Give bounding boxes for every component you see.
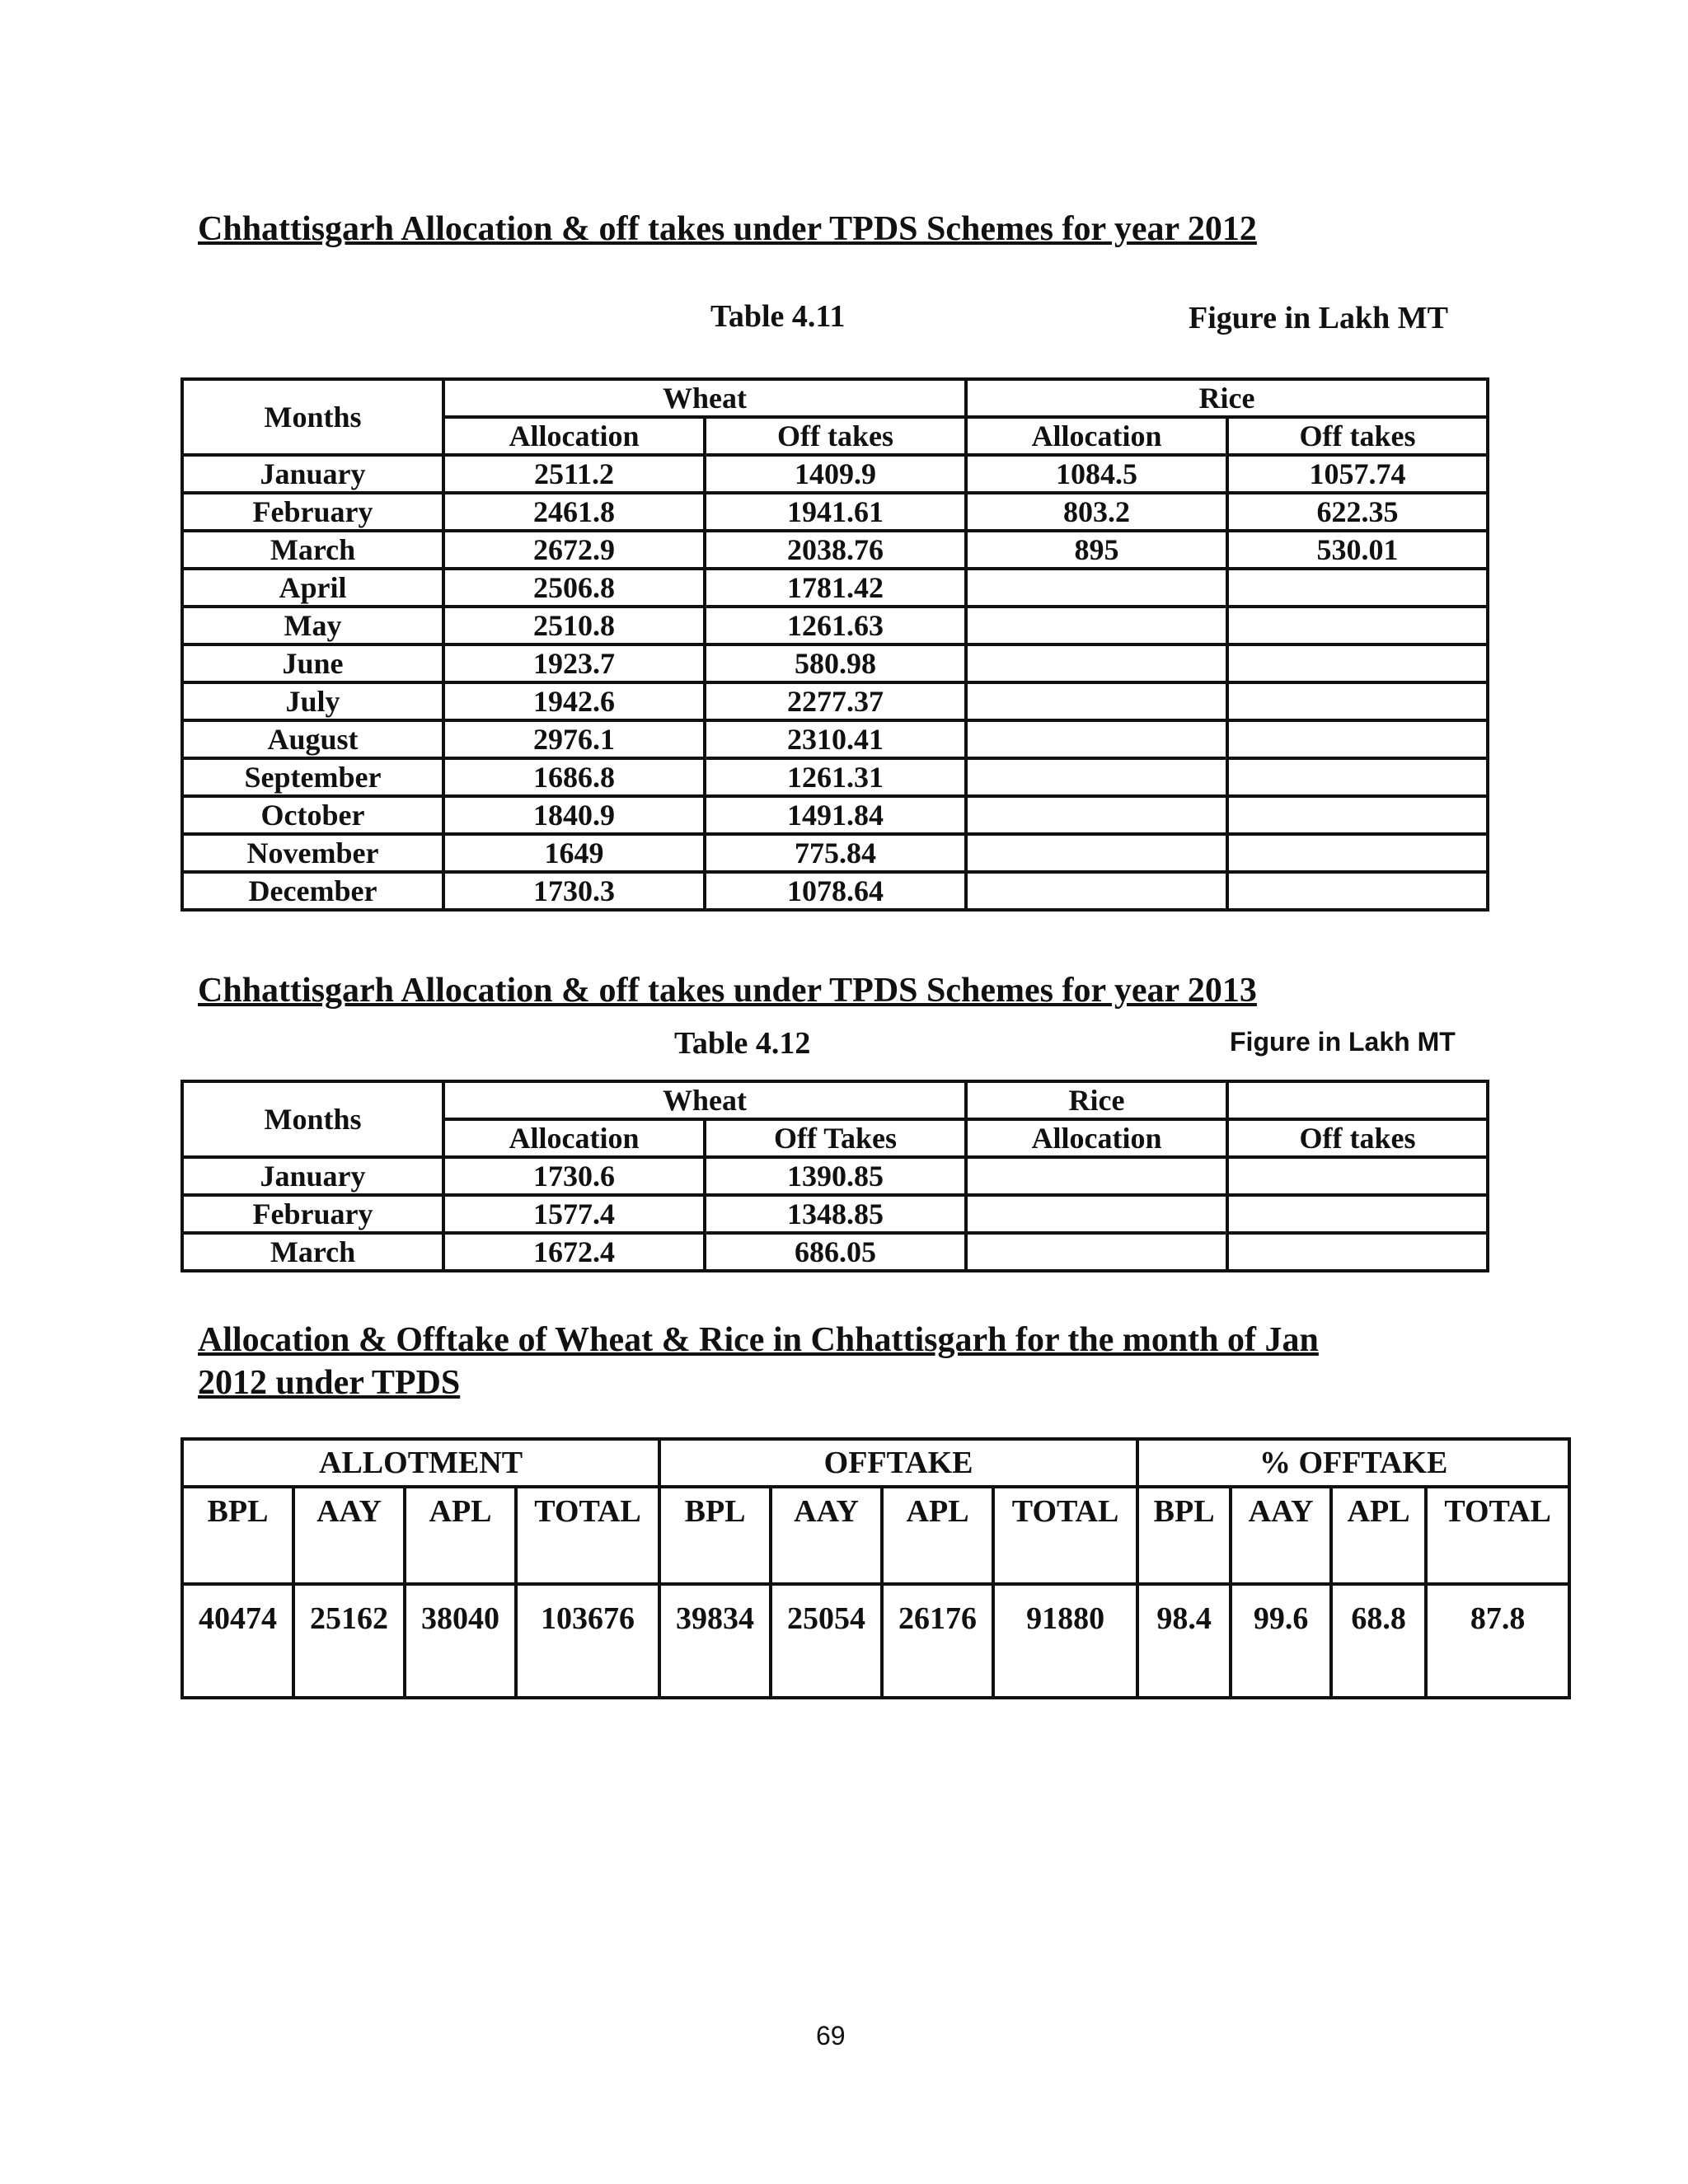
- rice-allocation-cell: 803.2: [966, 493, 1227, 531]
- value-cell: 68.8: [1331, 1584, 1426, 1698]
- rice-offtake-cell: [1227, 1233, 1488, 1271]
- header-months: Months: [182, 379, 443, 455]
- table-row: [182, 531, 1488, 569]
- sub-header-cell: BPL: [182, 1487, 293, 1584]
- rice-allocation-cell: 895: [966, 531, 1227, 569]
- rice-offtake-cell: [1227, 607, 1488, 644]
- wheat-allocation-cell: 1730.6: [443, 1157, 705, 1195]
- wheat-offtake-cell: 580.98: [705, 644, 966, 682]
- wheat-allocation-cell: 2461.8: [443, 493, 705, 531]
- wheat-offtake-cell: 1078.64: [705, 872, 966, 910]
- rice-offtake-cell: [1227, 834, 1488, 872]
- wheat-allocation-cell: 1730.3: [443, 872, 705, 910]
- value-cell: 91880: [993, 1584, 1137, 1698]
- value-cell: 38040: [405, 1584, 516, 1698]
- value-cell: 98.4: [1137, 1584, 1231, 1698]
- header-rice-offtakes: Off takes: [1227, 1119, 1488, 1157]
- rice-offtake-cell: [1227, 720, 1488, 758]
- rice-offtake-cell: [1227, 796, 1488, 834]
- values-row: [182, 1584, 1569, 1698]
- wheat-allocation-cell: 1672.4: [443, 1233, 705, 1271]
- rice-offtake-cell: [1227, 872, 1488, 910]
- wheat-allocation-cell: 1840.9: [443, 796, 705, 834]
- header-wheat-allocation: Allocation: [443, 417, 705, 455]
- month-cell: October: [182, 796, 443, 834]
- sub-header-cell: AAY: [771, 1487, 882, 1584]
- rice-allocation-cell: [966, 644, 1227, 682]
- wheat-allocation-cell: 1577.4: [443, 1195, 705, 1233]
- sub-header-cell: BPL: [659, 1487, 771, 1584]
- wheat-offtake-cell: 1261.31: [705, 758, 966, 796]
- table-row: [182, 644, 1488, 682]
- wheat-offtake-cell: 1409.9: [705, 455, 966, 493]
- rice-allocation-cell: [966, 1233, 1227, 1271]
- wheat-allocation-cell: 2510.8: [443, 607, 705, 644]
- wheat-offtake-cell: 1491.84: [705, 796, 966, 834]
- table-2012: [181, 377, 1489, 912]
- rice-allocation-cell: [966, 720, 1227, 758]
- rice-allocation-cell: 1084.5: [966, 455, 1227, 493]
- table-row: [182, 720, 1488, 758]
- month-cell: May: [182, 607, 443, 644]
- value-cell: 103676: [516, 1584, 659, 1698]
- table-row: [182, 1233, 1488, 1271]
- rice-offtake-cell: [1227, 758, 1488, 796]
- value-cell: 39834: [659, 1584, 771, 1698]
- month-cell: December: [182, 872, 443, 910]
- wheat-allocation-cell: 2511.2: [443, 455, 705, 493]
- value-cell: 26176: [882, 1584, 993, 1698]
- wheat-allocation-cell: 2976.1: [443, 720, 705, 758]
- wheat-offtake-cell: 1781.42: [705, 569, 966, 607]
- month-cell: August: [182, 720, 443, 758]
- rice-allocation-cell: [966, 796, 1227, 834]
- header-wheat: Wheat: [443, 379, 966, 417]
- table-jan-2012-summary: [181, 1437, 1571, 1699]
- table-row: [182, 834, 1488, 872]
- unit-note-2012: Figure in Lakh MT: [1189, 301, 1448, 335]
- table-row: [182, 1157, 1488, 1195]
- rice-allocation-cell: [966, 1195, 1227, 1233]
- value-cell: 25054: [771, 1584, 882, 1698]
- wheat-allocation-cell: 1942.6: [443, 682, 705, 720]
- table-row: [182, 607, 1488, 644]
- table-row: [182, 682, 1488, 720]
- wheat-allocation-cell: 2506.8: [443, 569, 705, 607]
- rice-offtake-cell: [1227, 682, 1488, 720]
- rice-allocation-cell: [966, 1157, 1227, 1195]
- sub-header-row: [182, 1487, 1569, 1584]
- month-cell: February: [182, 493, 443, 531]
- group-offtake: OFFTAKE: [659, 1439, 1137, 1487]
- wheat-offtake-cell: 1261.63: [705, 607, 966, 644]
- wheat-offtake-cell: 1390.85: [705, 1157, 966, 1195]
- month-cell: March: [182, 531, 443, 569]
- sub-header-cell: AAY: [293, 1487, 405, 1584]
- sub-header-cell: AAY: [1231, 1487, 1331, 1584]
- header-wheat-allocation: Allocation: [443, 1119, 705, 1157]
- rice-allocation-cell: [966, 758, 1227, 796]
- section2-heading: Chhattisgarh Allocation & off takes under TPDS Schemes for year 2013: [198, 972, 1257, 1010]
- table-4-12-label: Table 4.12: [674, 1026, 811, 1061]
- month-cell: June: [182, 644, 443, 682]
- wheat-allocation-cell: 1686.8: [443, 758, 705, 796]
- wheat-offtake-cell: 2310.41: [705, 720, 966, 758]
- rice-offtake-cell: 622.35: [1227, 493, 1488, 531]
- value-cell: 99.6: [1231, 1584, 1331, 1698]
- table-row: [182, 796, 1488, 834]
- section1-heading: Chhattisgarh Allocation & off takes under TPDS Schemes for year 2012: [198, 210, 1257, 248]
- rice-allocation-cell: [966, 569, 1227, 607]
- wheat-offtake-cell: 1941.61: [705, 493, 966, 531]
- header-blank: [1227, 1081, 1488, 1119]
- month-cell: September: [182, 758, 443, 796]
- rice-allocation-cell: [966, 834, 1227, 872]
- header-wheat-offtakes: Off takes: [705, 417, 966, 455]
- wheat-offtake-cell: 1348.85: [705, 1195, 966, 1233]
- header-months: Months: [182, 1081, 443, 1157]
- wheat-allocation-cell: 2672.9: [443, 531, 705, 569]
- wheat-offtake-cell: 2277.37: [705, 682, 966, 720]
- month-cell: March: [182, 1233, 443, 1271]
- group-allotment: ALLOTMENT: [182, 1439, 659, 1487]
- section3-heading-line2: 2012 under TPDS: [198, 1364, 461, 1402]
- month-cell: July: [182, 682, 443, 720]
- rice-offtake-cell: [1227, 1195, 1488, 1233]
- sub-header-cell: TOTAL: [993, 1487, 1137, 1584]
- table-row: [182, 872, 1488, 910]
- rice-offtake-cell: 1057.74: [1227, 455, 1488, 493]
- table-row: [182, 493, 1488, 531]
- rice-allocation-cell: [966, 872, 1227, 910]
- month-cell: January: [182, 1157, 443, 1195]
- value-cell: 25162: [293, 1584, 405, 1698]
- header-rice-allocation: Allocation: [966, 1119, 1227, 1157]
- rice-offtake-cell: 530.01: [1227, 531, 1488, 569]
- header-wheat-offtakes: Off Takes: [705, 1119, 966, 1157]
- section3-heading-line1: Allocation & Offtake of Wheat & Rice in Chhattisgarh for the month of Jan: [198, 1321, 1319, 1359]
- group-percent-offtake: % OFFTAKE: [1137, 1439, 1569, 1487]
- month-cell: November: [182, 834, 443, 872]
- sub-header-cell: APL: [882, 1487, 993, 1584]
- table-4-11-label: Table 4.11: [710, 299, 846, 334]
- header-wheat: Wheat: [443, 1081, 966, 1119]
- header-rice: Rice: [966, 1081, 1227, 1119]
- table-row: [182, 569, 1488, 607]
- sub-header-cell: APL: [1331, 1487, 1426, 1584]
- rice-allocation-cell: [966, 607, 1227, 644]
- header-rice: Rice: [966, 379, 1488, 417]
- month-cell: February: [182, 1195, 443, 1233]
- rice-offtake-cell: [1227, 644, 1488, 682]
- table-2013: [181, 1080, 1489, 1272]
- rice-offtake-cell: [1227, 569, 1488, 607]
- wheat-offtake-cell: 2038.76: [705, 531, 966, 569]
- page-number: 69: [816, 2021, 846, 2050]
- sub-header-cell: TOTAL: [1426, 1487, 1569, 1584]
- unit-note-2013: Figure in Lakh MT: [1230, 1027, 1456, 1057]
- wheat-offtake-cell: 775.84: [705, 834, 966, 872]
- rice-allocation-cell: [966, 682, 1227, 720]
- value-cell: 87.8: [1426, 1584, 1569, 1698]
- wheat-allocation-cell: 1923.7: [443, 644, 705, 682]
- header-rice-offtakes: Off takes: [1227, 417, 1488, 455]
- table-row: [182, 1195, 1488, 1233]
- value-cell: 40474: [182, 1584, 293, 1698]
- rice-offtake-cell: [1227, 1157, 1488, 1195]
- month-cell: January: [182, 455, 443, 493]
- sub-header-cell: BPL: [1137, 1487, 1231, 1584]
- sub-header-cell: APL: [405, 1487, 516, 1584]
- table-row: [182, 758, 1488, 796]
- sub-header-cell: TOTAL: [516, 1487, 659, 1584]
- header-rice-allocation: Allocation: [966, 417, 1227, 455]
- table-row: [182, 455, 1488, 493]
- month-cell: April: [182, 569, 443, 607]
- wheat-allocation-cell: 1649: [443, 834, 705, 872]
- wheat-offtake-cell: 686.05: [705, 1233, 966, 1271]
